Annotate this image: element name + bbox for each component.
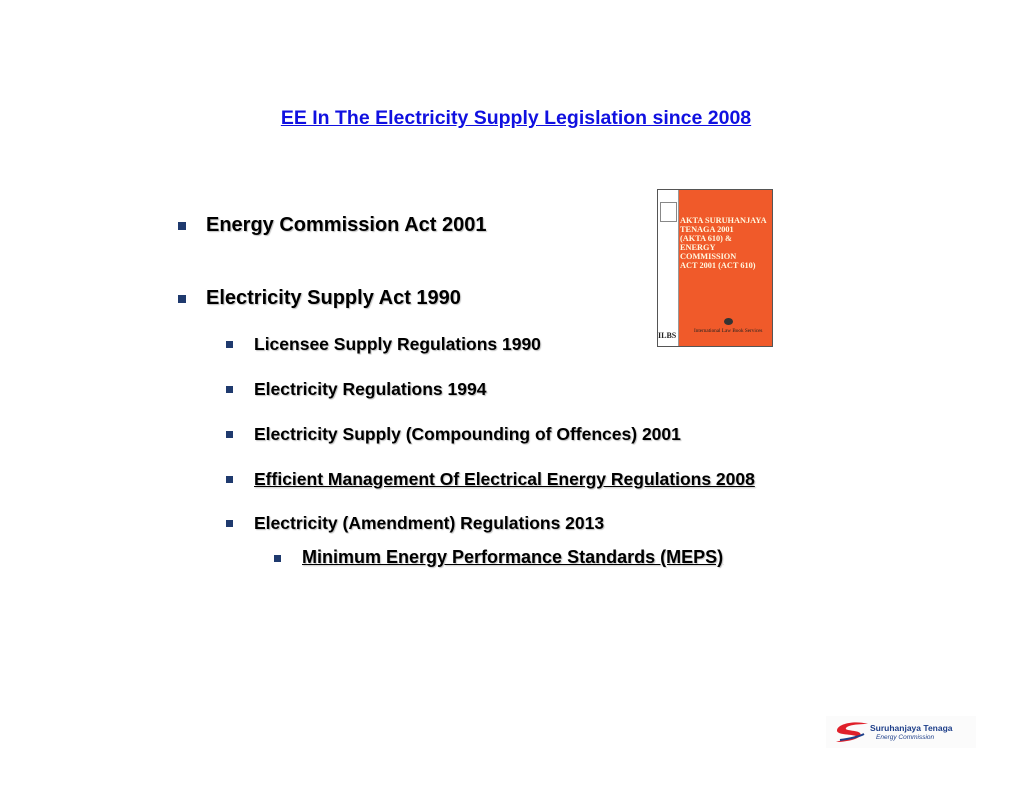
book-spine — [658, 190, 679, 346]
list-item: Electricity Regulations 1994 — [254, 379, 487, 399]
list-item: Energy Commission Act 2001 — [206, 214, 487, 236]
book-cover-image — [657, 189, 773, 347]
book-title-line: TENAGA 2001 — [680, 225, 734, 234]
logo-subtitle: Energy Commission — [876, 734, 935, 741]
book-title-line: (AKTA 610) & — [680, 234, 732, 243]
swoosh-icon — [834, 720, 870, 744]
bullet-icon — [226, 386, 233, 393]
bullet-icon — [226, 520, 233, 527]
emblem-icon — [724, 318, 733, 325]
bullet-icon — [226, 431, 233, 438]
spine-label — [660, 202, 677, 222]
book-title-line: ENERGY COMMISSION — [680, 243, 737, 261]
book-title — [680, 216, 772, 270]
book-title-line: AKTA SURUHANJAYA — [680, 216, 767, 225]
list-item: Licensee Supply Regulations 1990 — [254, 334, 541, 354]
bullet-icon — [274, 555, 281, 562]
bullet-icon — [226, 341, 233, 348]
logo-name: Suruhanjaya Tenaga — [870, 723, 953, 733]
list-item: Electricity Supply (Compounding of Offences) 2001 — [254, 424, 681, 444]
bullet-icon — [226, 476, 233, 483]
book-publisher: International Law Book Services — [694, 328, 763, 334]
list-item-link[interactable]: Efficient Management Of Electrical Energy Regulations 2008 — [254, 469, 755, 489]
slide-title[interactable]: EE In The Electricity Supply Legislation since 2008 — [280, 107, 752, 129]
list-item: Electricity Supply Act 1990 — [206, 287, 461, 309]
bullet-icon — [178, 295, 186, 303]
book-title-line: ACT 2001 (ACT 610) — [680, 261, 756, 270]
bullet-icon — [178, 222, 186, 230]
book-imprint: ILBS — [658, 331, 677, 340]
suruhanjaya-tenaga-logo — [826, 716, 976, 748]
list-item-link[interactable]: Minimum Energy Performance Standards (MEPS) — [302, 547, 724, 567]
list-item: Electricity (Amendment) Regulations 2013 — [254, 513, 605, 533]
